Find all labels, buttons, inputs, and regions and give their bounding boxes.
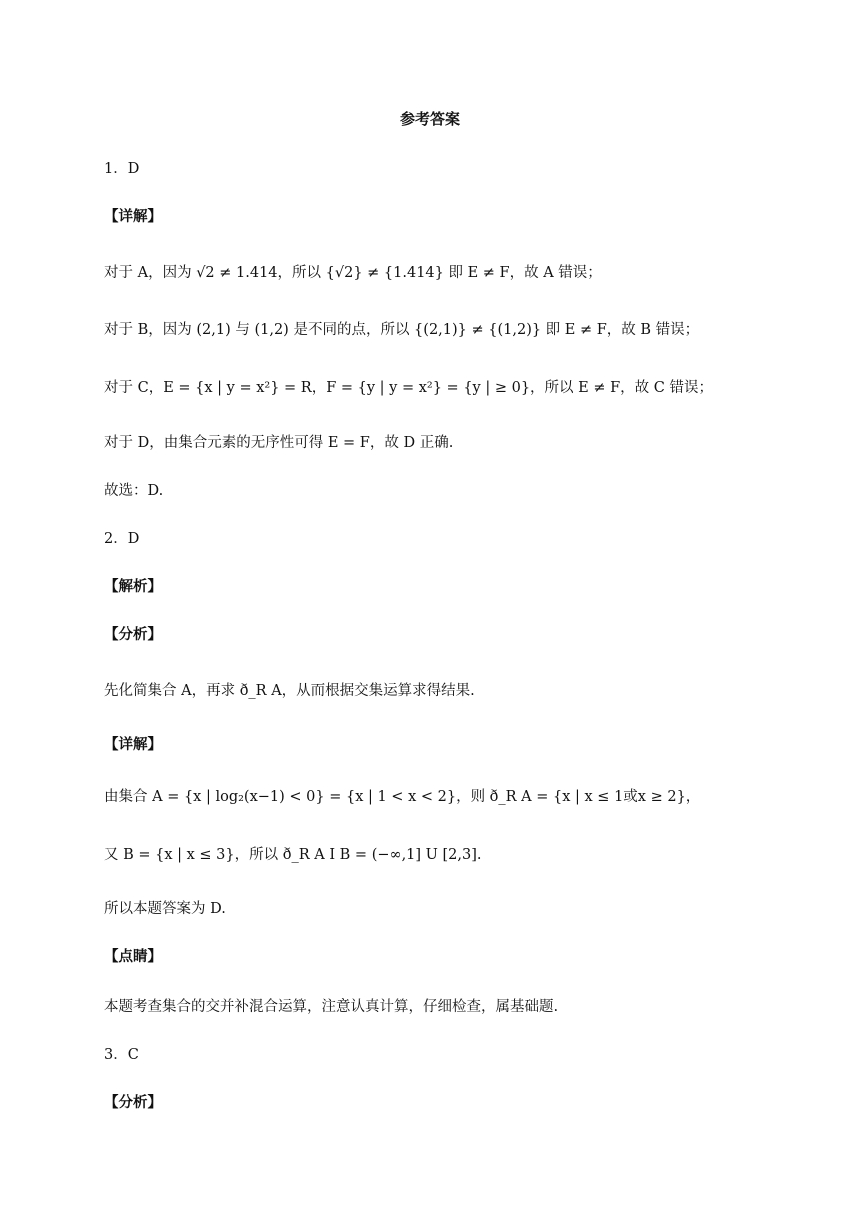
comment-line: 本题考查集合的交并补混合运算，注意认真计算，仔细检查，属基础题. xyxy=(104,999,559,1015)
section-heading-analyze-3: 【分析】 xyxy=(104,1094,162,1111)
solution-line-a: 对于 A，因为 √2 ≠ 1.414，所以 {√2} ≠ {1.414} 即 E ≠ F，故 A 错误； xyxy=(104,265,602,281)
section-heading-detail: 【详解】 xyxy=(104,208,162,225)
solution-line-b: 对于 B，因为 (2,1) 与 (1,2) 是不同的点，所以 {(2,1)} ≠ {(1,2)} 即 E ≠ F，故 B 错误； xyxy=(104,322,700,338)
solution-line-d: 对于 D，由集合元素的无序性可得 E = F，故 D 正确. xyxy=(104,435,454,451)
section-heading-analyze: 【分析】 xyxy=(104,626,162,643)
solution-line-set-a: 由集合 A = {x | log₂(x−1) < 0} = {x | 1 < x < 2}，则 ð_R A = {x | x ≤ 1或x ≥ 2}， xyxy=(104,789,701,805)
answer-number-1: 1．D xyxy=(104,161,140,177)
section-heading-analysis: 【解析】 xyxy=(104,578,162,595)
answer-number-3: 3．C xyxy=(104,1047,139,1063)
solution-line-set-b: 又 B = {x | x ≤ 3}，所以 ð_R A I B = (−∞,1] U [2,3]. xyxy=(104,847,482,863)
page-title: 参考答案 xyxy=(399,110,460,128)
analysis-line: 先化简集合 A，再求 ð_R A，从而根据交集运算求得结果. xyxy=(104,683,475,699)
section-heading-detail-2: 【详解】 xyxy=(104,736,162,753)
solution-answer: 所以本题答案为 D. xyxy=(104,901,226,917)
section-heading-comment: 【点睛】 xyxy=(104,948,162,965)
solution-conclusion: 故选：D. xyxy=(104,483,164,499)
answer-number-2: 2．D xyxy=(104,531,140,547)
solution-line-c: 对于 C，E = {x | y = x²} = R，F = {y | y = x²} = {y | ≥ 0}，所以 E ≠ F，故 C 错误； xyxy=(104,380,713,396)
